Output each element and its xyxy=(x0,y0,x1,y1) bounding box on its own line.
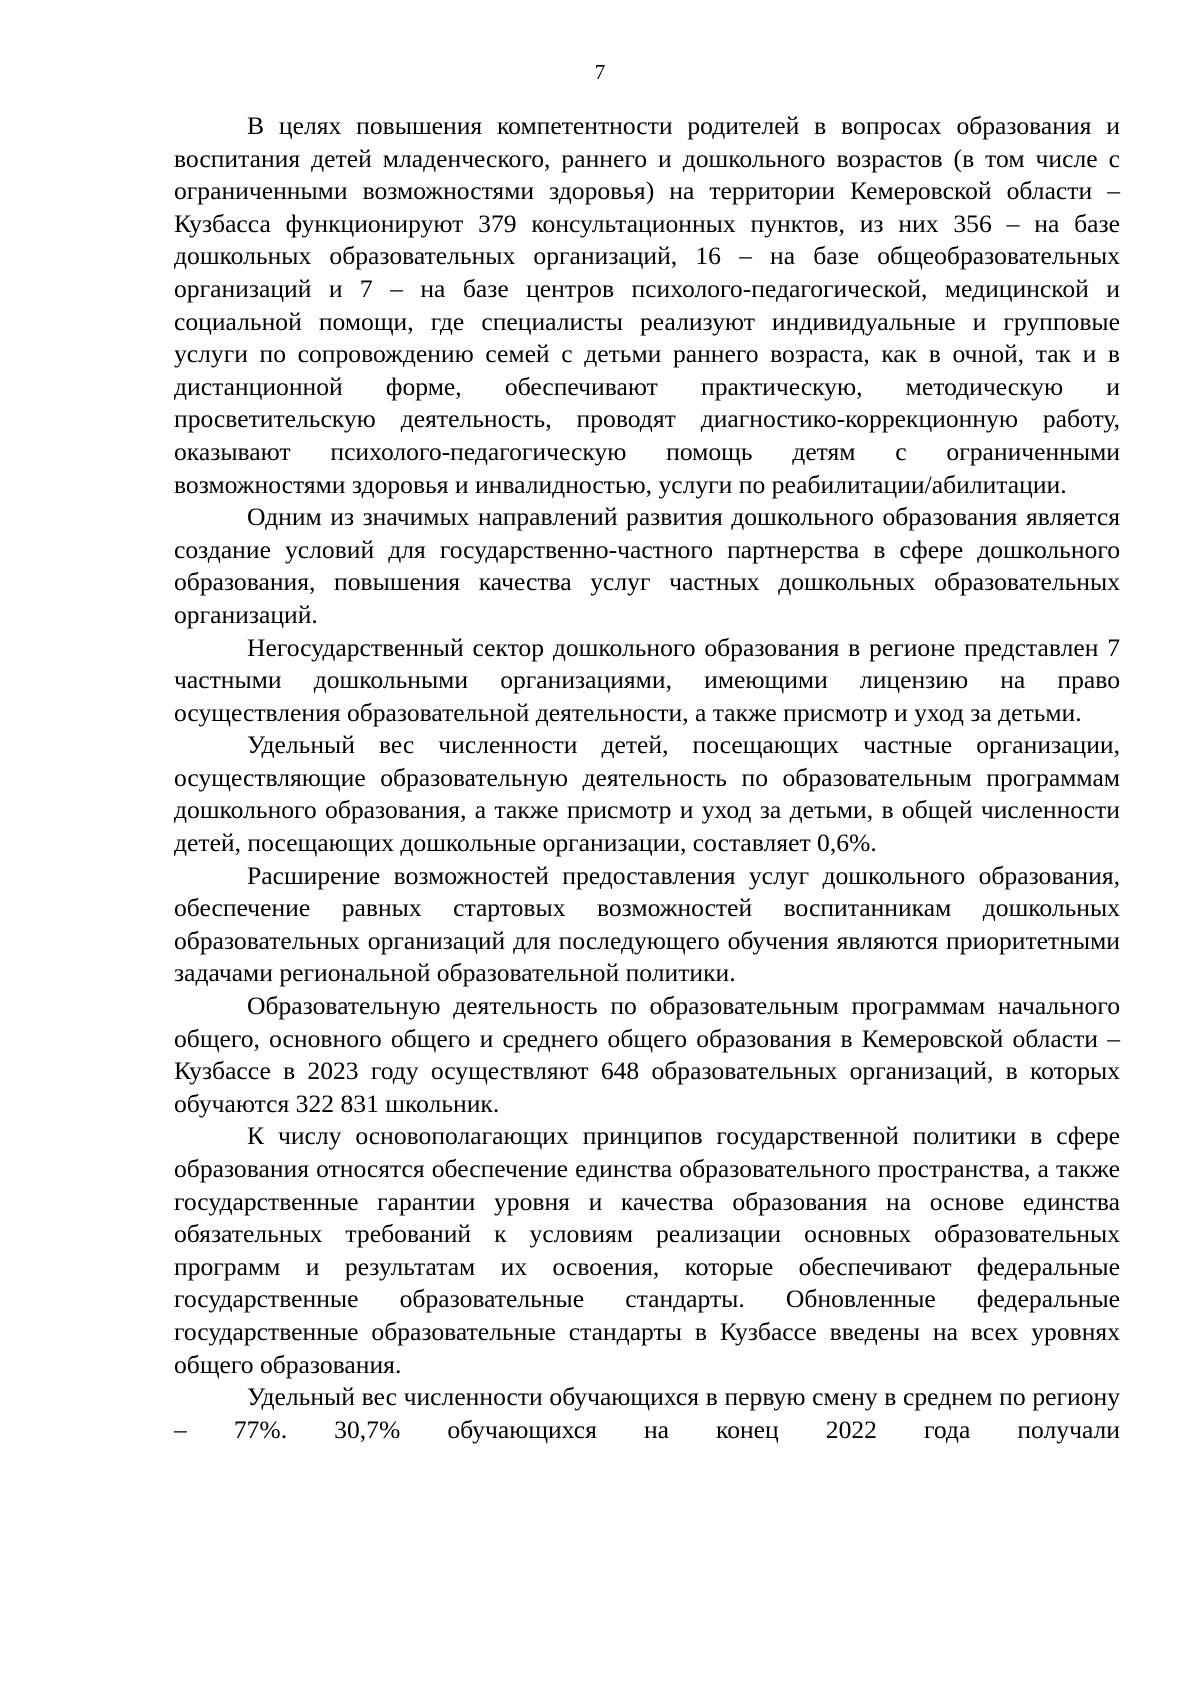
page-number: 7 xyxy=(594,60,606,84)
paragraph-priority-tasks: Расширение возможностей предоставления услуг дошкольного образования, обеспечение равных стартовых возможностей воспитанникам дошкольных образовательных организаций для последующего обучения являются приоритетными задачами региональной образовательной политики. xyxy=(174,860,1120,988)
paragraph-private-sector: Негосударственный сектор дошкольного образования в регионе представлен 7 частными дошкольными организациями, имеющими лицензию на право осуществления образовательной деятельности, а также присмотр и уход за детьми. xyxy=(174,632,1120,727)
paragraph-education-standards: К числу основополагающих принципов государственной политики в сфере образования относятся обеспечение единства образовательного пространства, а также государственные гарантии уровня и качества образования на основе единства обязательных требований к условиям реализации основных образовательных программ и результатам их освоения, которые обеспечивают федеральные государственные образовательные стандарты. Обновленные федеральные государственные образовательные стандарты в Кузбассе введены на всех уровнях общего образования. xyxy=(174,1121,1120,1379)
paragraph-consultation-points: В целях повышения компетентности родителей в вопросах образования и воспитания детей младенческого, раннего и дошкольного возрастов (в том числе с ограниченными возможностями здоровья) на территории Кемеровской области – Кузбасса функционируют 379 консультационных пунктов, из них 356 – на базе дошкольных образовательных организаций, 16 – на базе общеобразовательных организаций и 7 – на базе центров психолого-педагогической, медицинской и социальной помощи, где специалисты реализуют индивидуальные и групповые услуги по сопровождению семей с детьми раннего возраста, как в очной, так и в дистанционной форме, обеспечивают практическую, методическую и просветительскую деятельность, проводят диагностико-коррекционную работу, оказывают психолого-педагогическую помощь детям с ограниченными возможностями здоровья и инвалидностью, услуги по реабилитации/абилитации. xyxy=(174,111,1120,499)
document-body xyxy=(174,110,1120,1446)
paragraph-public-private-partnership: Одним из значимых направлений развития дошкольного образования является создание условий для государственно-частного партнерства в сфере дошкольного образования, повышения качества услуг частных дошкольных образовательных организаций. xyxy=(174,502,1120,629)
paragraph-private-share: Удельный вес численности детей, посещающих частные организации, осуществляющие образовательную деятельность по образовательным программам дошкольного образования, а также присмотр и уход за детьми, в общей численности детей, посещающих дошкольные организации, составляет 0,6%. xyxy=(174,730,1120,858)
paragraph-general-education: Образовательную деятельность по образовательным программам начального общего, основного общего и среднего общего образования в Кемеровской области – Кузбассе в 2023 году осуществляют 648 образовательных организаций, в которых обучаются 322 831 школьник. xyxy=(174,991,1120,1118)
paragraph-first-shift: Удельный вес численности обучающихся в первую смену в среднем по региону – 77%. 30,7% обучающихся на конец 2022 года получали xyxy=(174,1382,1120,1444)
